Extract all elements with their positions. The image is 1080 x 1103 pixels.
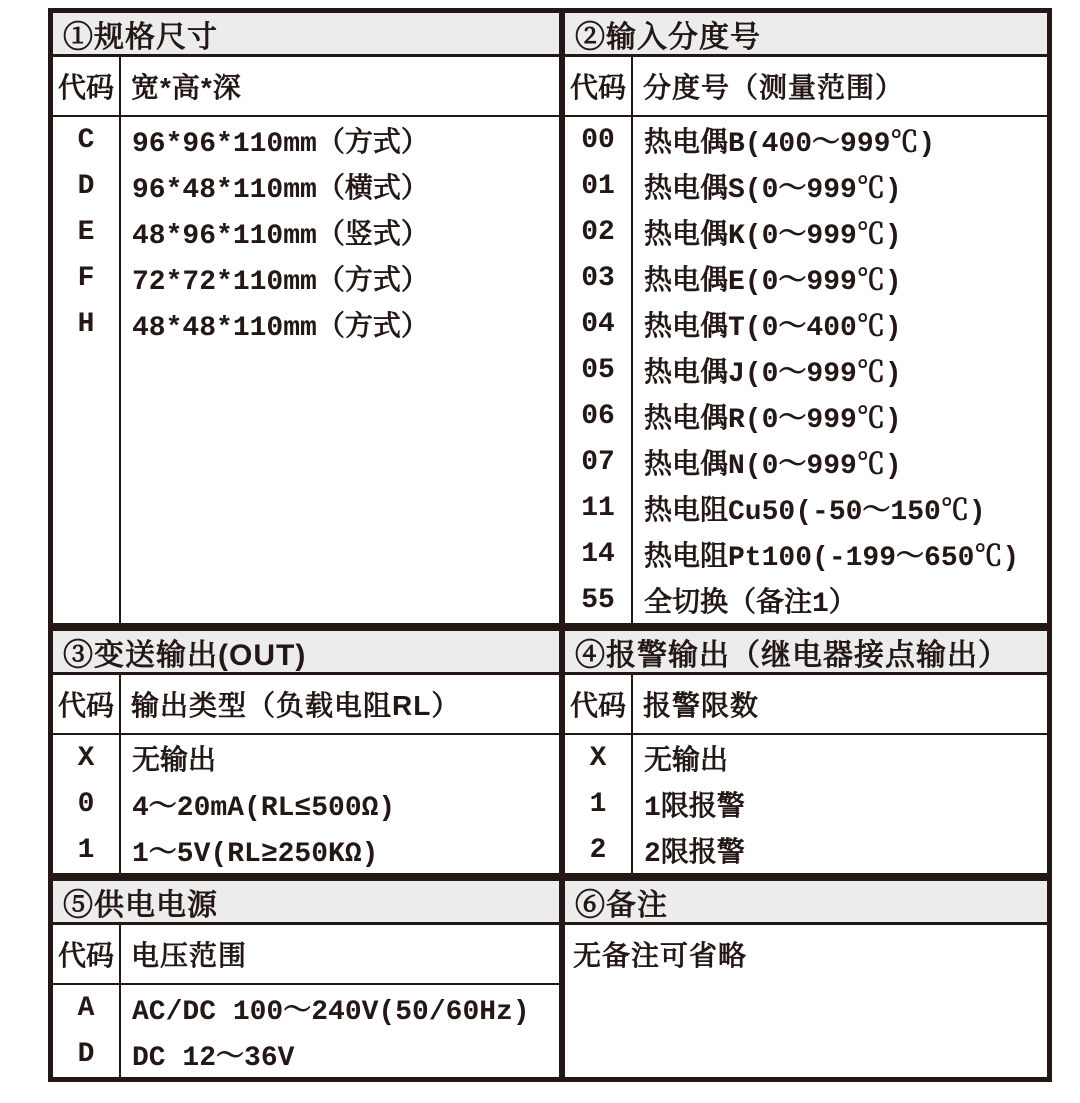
- code-cell: 2: [565, 827, 633, 873]
- code-cell: C: [53, 117, 121, 163]
- desc-cell: 热电偶E(0～999℃): [644, 267, 902, 298]
- code-cell: 05: [565, 347, 633, 393]
- desc-cell: 热电偶K(0～999℃): [644, 221, 902, 252]
- table-row: [565, 347, 1047, 393]
- desc-cell: 热电偶N(0～999℃): [644, 451, 902, 482]
- code-cell: 1: [53, 827, 121, 873]
- table-row: [53, 781, 559, 827]
- table-row: [565, 531, 1047, 577]
- code-cell: 06: [565, 393, 633, 439]
- desc-cell: 无输出: [644, 747, 729, 778]
- code-cell: 55: [565, 577, 633, 623]
- desc-cell: 4～20mA(RL≤500Ω): [132, 793, 396, 824]
- band-2: [53, 631, 1047, 873]
- table-row: [53, 735, 559, 781]
- section-6-header: [565, 881, 1047, 925]
- table-row: [53, 117, 559, 163]
- desc-column-header: 电压范围: [131, 940, 248, 971]
- desc-cell: 热电阻Pt100(-199～650℃): [644, 543, 1020, 574]
- desc-cell: 1～5V(RL≥250KΩ): [132, 839, 379, 870]
- desc-cell: 热电阻Cu50(-50～150℃): [644, 497, 986, 528]
- desc-cell: 48*96*110mm（竖式）: [132, 221, 429, 252]
- section-3-transmission-output: [53, 631, 565, 873]
- code-cell: 11: [565, 485, 633, 531]
- band-1: [53, 13, 1047, 623]
- section-2-column-header: [565, 57, 1047, 117]
- code-column-header: 代码: [565, 675, 633, 733]
- desc-cell: 无输出: [132, 747, 217, 778]
- section-3-column-header: [53, 675, 559, 735]
- ordering-spec-table: [48, 8, 1052, 1082]
- desc-column-header: 分度号（测量范围）: [643, 72, 905, 103]
- section-4-column-header: [565, 675, 1047, 735]
- note-text: 无备注可省略: [573, 940, 748, 971]
- section-1-column-header: [53, 57, 559, 117]
- desc-column-header: 宽*高*深: [131, 72, 242, 103]
- table-row: [53, 209, 559, 255]
- section-4-alarm-output: [565, 631, 1047, 873]
- code-cell: E: [53, 209, 121, 255]
- section-3-header: [53, 631, 559, 675]
- desc-cell: 全切换（备注1）: [644, 589, 857, 620]
- code-cell: 07: [565, 439, 633, 485]
- table-row: [565, 301, 1047, 347]
- section-1-header: [53, 13, 559, 57]
- table-row: [53, 301, 559, 347]
- desc-cell: 热电偶T(0～400℃): [644, 313, 902, 344]
- section-6-title: ⑥备注: [575, 888, 668, 922]
- code-cell: 04: [565, 301, 633, 347]
- section-6-note-area: [565, 925, 1047, 1077]
- code-cell: 01: [565, 163, 633, 209]
- code-cell: D: [53, 163, 121, 209]
- section-2-input-graduation: [565, 13, 1047, 623]
- table-row: [565, 827, 1047, 873]
- desc-cell: 48*48*110mm（方式）: [132, 313, 429, 344]
- code-cell: 03: [565, 255, 633, 301]
- section-5-header: [53, 881, 559, 925]
- section-3-rows: [53, 735, 559, 873]
- code-column-header: 代码: [53, 57, 121, 115]
- code-cell: F: [53, 255, 121, 301]
- code-cell: H: [53, 301, 121, 347]
- code-cell: 02: [565, 209, 633, 255]
- table-row: [565, 163, 1047, 209]
- table-row: [565, 577, 1047, 623]
- code-column-header: 代码: [53, 675, 121, 733]
- desc-cell-empty: [121, 347, 559, 623]
- table-row: [53, 255, 559, 301]
- desc-cell: 72*72*110mm（方式）: [132, 267, 429, 298]
- band-3: [53, 881, 1047, 1077]
- desc-cell: 热电偶S(0～999℃): [644, 175, 902, 206]
- section-4-title: ④报警输出（继电器接点输出）: [575, 638, 1009, 672]
- section-1-rows: [53, 117, 559, 623]
- code-cell-empty: [53, 347, 121, 623]
- section-5-title: ⑤供电电源: [63, 888, 218, 922]
- section-5-power-supply: [53, 881, 565, 1077]
- table-row: [53, 827, 559, 873]
- code-cell: D: [53, 1031, 121, 1077]
- desc-cell: 热电偶B(400～999℃): [644, 129, 936, 160]
- code-cell: 0: [53, 781, 121, 827]
- section-1-dimensions: [53, 13, 565, 623]
- code-cell: 14: [565, 531, 633, 577]
- code-cell: 1: [565, 781, 633, 827]
- table-row: [565, 439, 1047, 485]
- code-cell: X: [53, 735, 121, 781]
- desc-column-header: 报警限数: [643, 690, 760, 721]
- section-5-column-header: [53, 925, 559, 985]
- desc-cell: 热电偶J(0～999℃): [644, 359, 902, 390]
- desc-cell: 1限报警: [644, 793, 745, 824]
- table-row: [565, 485, 1047, 531]
- desc-cell: AC/DC 100～240V(50/60Hz): [132, 997, 530, 1028]
- table-row: [565, 735, 1047, 781]
- table-row: [565, 255, 1047, 301]
- desc-cell: 热电偶R(0～999℃): [644, 405, 902, 436]
- table-row: [53, 985, 559, 1031]
- desc-column-header: 输出类型（负载电阻RL）: [131, 690, 461, 721]
- section-2-title: ②输入分度号: [575, 20, 761, 54]
- section-5-rows: [53, 985, 559, 1077]
- desc-cell: DC 12～36V: [132, 1043, 295, 1074]
- table-row: [565, 393, 1047, 439]
- code-column-header: 代码: [53, 925, 121, 983]
- table-row: [53, 1031, 559, 1077]
- empty-filler-row: [53, 347, 559, 623]
- code-column-header: 代码: [565, 57, 633, 115]
- desc-cell: 96*96*110mm（方式）: [132, 129, 429, 160]
- desc-cell: 96*48*110mm（横式）: [132, 175, 429, 206]
- section-4-rows: [565, 735, 1047, 873]
- section-4-header: [565, 631, 1047, 675]
- section-3-title: ③变送输出(OUT): [63, 638, 307, 672]
- section-2-header: [565, 13, 1047, 57]
- table-row: [565, 209, 1047, 255]
- code-cell: 00: [565, 117, 633, 163]
- code-cell: X: [565, 735, 633, 781]
- code-cell: A: [53, 985, 121, 1031]
- table-row: [565, 117, 1047, 163]
- table-row: [53, 163, 559, 209]
- desc-cell: 2限报警: [644, 839, 745, 870]
- section-2-rows: [565, 117, 1047, 623]
- table-row: [565, 781, 1047, 827]
- section-1-title: ①规格尺寸: [63, 20, 218, 54]
- section-6-remarks: [565, 881, 1047, 1077]
